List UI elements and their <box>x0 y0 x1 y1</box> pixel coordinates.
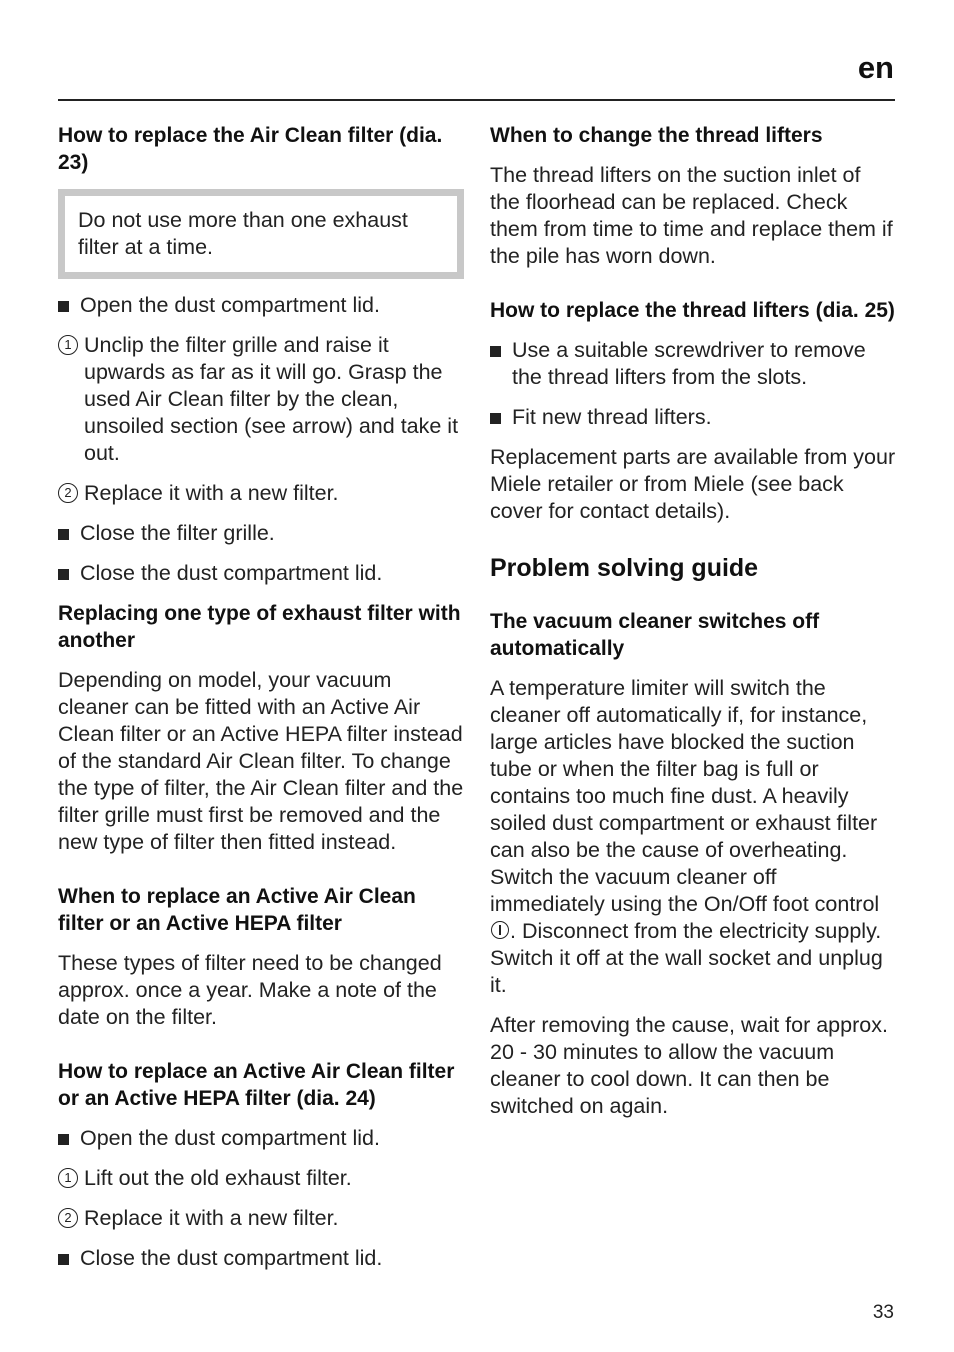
section-heading-switches-off: The vacuum cleaner switches off automatically <box>490 610 820 660</box>
guide-title: Problem solving guide <box>490 554 759 582</box>
step-1-icon: 1 <box>58 1168 78 1188</box>
left-column <box>58 122 464 1285</box>
section-heading-when-replace-active: When to replace an Active Air Clean filter or an Active HEPA filter <box>58 885 416 935</box>
list-item: Fit new thread lifters. <box>490 404 896 431</box>
language-code: en <box>857 50 894 85</box>
section-heading-when-change-lifters: When to change the thread lifters <box>490 124 823 147</box>
bullet-square-icon <box>490 404 512 431</box>
bullet-square-icon <box>58 292 80 319</box>
list-item: Close the dust compartment lid. <box>58 560 464 587</box>
paragraph-when-replace-active: These types of filter need to be changed approx. once a year. Make a note of the date on the filter. <box>58 951 442 1029</box>
bullet-square-icon <box>58 1125 80 1152</box>
paragraph-replacement-parts: Replacement parts are available from your Miele retailer or from Miele (see back cover for contact details). <box>490 445 896 523</box>
paragraph-cool-down: After removing the cause, wait for approx. 20 - 30 minutes to allow the vacuum cleaner to cool down. It can then be switched on again. <box>490 1013 888 1118</box>
step-1-icon: 1 <box>58 335 78 355</box>
section-heading-replacing-type: Replacing one type of exhaust filter with another <box>58 602 461 652</box>
step-2-icon: 2 <box>58 483 78 503</box>
paragraph-when-change-lifters: The thread lifters on the suction inlet of the floorhead can be replaced. Check them from time to time and replace them if the pile has worn down. <box>490 163 893 268</box>
paragraph-switches-off: A temperature limiter will switch the cleaner off automatically if, for instance, large articles have blocked the suction tube or when the filter bag is full or contains too much fine dust. A heavily soiled dust compartment or exhaust filter can also be the cause of overheating. Switch the vacuum cleaner off immediately using the On/Off foot control . Disconnect from the electricity supply. Switch it off at the wall socket and unplug it. <box>490 676 883 997</box>
section-heading-how-replace-lifters: How to replace the thread lifters (dia. 25) <box>490 299 895 322</box>
warning-note: Do not use more than one exhaust filter at a time. <box>58 189 464 279</box>
right-column <box>490 122 896 1133</box>
list-item: Open the dust compartment lid. <box>58 1125 464 1152</box>
power-icon <box>491 921 509 939</box>
list-item: 1 Unclip the filter grille and raise it upwards as far as it will go. Grasp the used Air Clean filter by the clean, unsoiled section (see arrow) and take it out. <box>58 332 464 467</box>
list-item: Use a suitable screwdriver to remove the thread lifters from the slots. <box>490 337 896 391</box>
bullet-square-icon <box>58 560 80 587</box>
bullet-square-icon <box>490 337 512 391</box>
section-heading-how-replace-active: How to replace an Active Air Clean filter or an Active HEPA filter (dia. 24) <box>58 1060 455 1110</box>
list-item: Open the dust compartment lid. <box>58 292 464 319</box>
list-item: 2 Replace it with a new filter. <box>58 480 464 507</box>
list-item: 1 Lift out the old exhaust filter. <box>58 1165 464 1192</box>
step-2-icon: 2 <box>58 1208 78 1228</box>
header-rule <box>58 99 895 101</box>
list-item: 2 Replace it with a new filter. <box>58 1205 464 1232</box>
bullet-square-icon <box>58 520 80 547</box>
section-heading-air-clean: How to replace the Air Clean filter (dia. 23) <box>58 124 443 174</box>
list-item: Close the dust compartment lid. <box>58 1245 464 1272</box>
page-number: 33 <box>872 1302 894 1323</box>
bullet-square-icon <box>58 1245 80 1272</box>
paragraph-replacing-type: Depending on model, your vacuum cleaner can be fitted with an Active Air Clean filter or an Active HEPA filter instead of the standard Air Clean filter. To change the type of filter, the Air Clean filter and the filter grille must first be removed and the new type of filter then fitted instead. <box>58 668 464 854</box>
list-item: Close the filter grille. <box>58 520 464 547</box>
